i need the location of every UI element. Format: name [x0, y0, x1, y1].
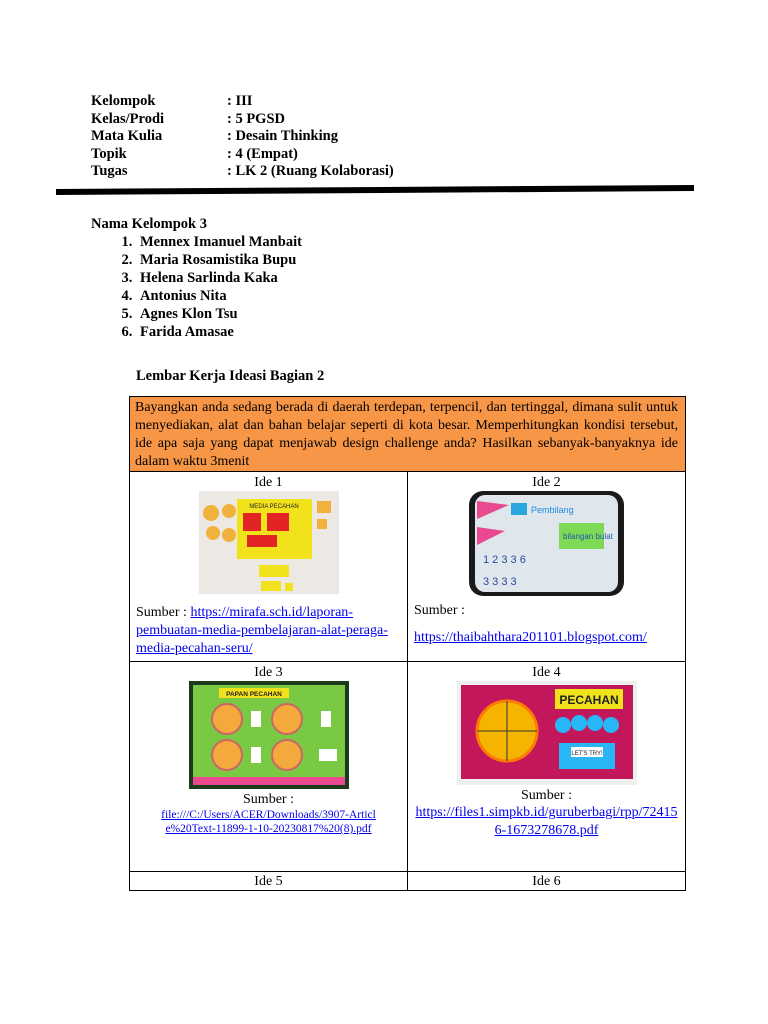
idea-4-image-text-1: PECAHAN: [558, 693, 619, 707]
idea-title: Ide 1: [254, 475, 283, 490]
idea-2-image: [469, 491, 624, 596]
idea-title: Ide 5: [254, 874, 283, 889]
idea-1-link[interactable]: https://mirafa.sch.id/laporan-pembuatan-media-pembelajaran-alat-peraga-media-pecahan-seru/: [136, 605, 388, 656]
idea-3-image-text: PAPAN PECAHAN: [225, 691, 282, 698]
idea-source: Sumber :: [521, 788, 572, 803]
idea-cell-5: [130, 872, 408, 891]
idea-cell-3: [130, 662, 408, 872]
idea-2-image-text-1: Pembilang: [531, 505, 574, 515]
member-item: 3. Helena Sarlinda Kaka: [136, 269, 302, 287]
group-section: [91, 215, 302, 341]
header-info: [91, 93, 394, 181]
header-key: Kelompok: [91, 93, 156, 109]
member-item: 4. Antonius Nita: [136, 287, 302, 305]
worksheet-title: Lembar Kerja Ideasi Bagian 2: [136, 368, 325, 384]
header-key: Kelas/Prodi: [91, 110, 165, 127]
header-value: : 4 (Empat): [227, 145, 298, 162]
group-title: Nama Kelompok 3: [91, 216, 207, 232]
member-item: 5. Agnes Klon Tsu: [136, 305, 302, 323]
header-divider: [56, 185, 694, 195]
header-row-tugas: [91, 163, 394, 181]
header-row-kelas: [91, 111, 394, 129]
header-key: Mata Kulia: [91, 128, 163, 144]
idea-title: Ide 2: [532, 475, 561, 490]
idea-source-link: [408, 804, 685, 840]
header-value: : Desain Thinking: [227, 128, 338, 144]
header-value: : LK 2 (Ruang Kolaborasi): [227, 163, 394, 179]
member-item: 2. Maria Rosamistika Bupu: [136, 251, 302, 269]
prompt-cell: Bayangkan anda sedang berada di daerah terdepan, terpencil, dan tertinggal, dimana sulit untuk menyediakan, alat dan bahan belajar seperti di kota besar. Memperhitungkan kondisi tersebut, ide apa saja yang dapat menjawab design challenge anda? Hasilkan sebanyak-banyaknya ide dalam waktu 3menit: [130, 397, 686, 472]
member-item: 1. Mennex Imanuel Manbait: [136, 233, 302, 251]
idea-source: Sumber :: [414, 603, 465, 618]
idea-title: Ide 4: [532, 665, 561, 680]
idea-source-link: [130, 808, 407, 836]
idea-4-link[interactable]: https://files1.simpkb.id/guruberbagi/rpp/724156-1673278678.pdf: [415, 805, 678, 838]
idea-2-image-text-4: 3 3 3 3: [483, 576, 517, 588]
member-list: [91, 233, 302, 341]
header-value: : III: [227, 93, 253, 109]
idea-2-image-text-3: 1 2 3 3 6: [483, 554, 526, 566]
header-row-matakuliah: [91, 128, 394, 146]
header-key: Topik: [91, 145, 127, 162]
idea-4-image: [457, 681, 637, 785]
idea-1-image: [199, 491, 339, 594]
idea-cell-6: [408, 872, 686, 891]
header-row-kelompok: [91, 93, 394, 111]
header-key: Tugas: [91, 163, 128, 179]
idea-cell-1: [130, 472, 408, 662]
idea-title: Ide 6: [532, 874, 561, 889]
idea-source: Sumber :: [243, 792, 294, 807]
idea-2-image-text-2: bilangan bulat: [563, 532, 613, 541]
idea-1-image-text: MEDIA PECAHAN: [248, 504, 299, 510]
idea-3-image: [189, 681, 349, 789]
header-row-topik: [91, 146, 394, 164]
idea-2-link[interactable]: https://thaibahthara201101.blogspot.com/: [414, 630, 647, 645]
header-value: : 5 PGSD: [227, 110, 285, 127]
idea-source-link: [408, 629, 685, 647]
source-label: Sumber :: [136, 605, 191, 620]
ideation-table: [129, 396, 686, 891]
idea-4-image-text-2: LET'S TRY!: [570, 751, 603, 757]
idea-cell-2: [408, 472, 686, 662]
member-item: 6. Farida Amasae: [136, 323, 302, 341]
idea-source: [130, 604, 407, 658]
idea-title: Ide 3: [254, 665, 283, 680]
idea-cell-4: [408, 662, 686, 872]
idea-3-link[interactable]: file:///C:/Users/ACER/Downloads/3907-Article%20Text-11899-1-10-20230817%20(8).pdf: [161, 809, 376, 835]
